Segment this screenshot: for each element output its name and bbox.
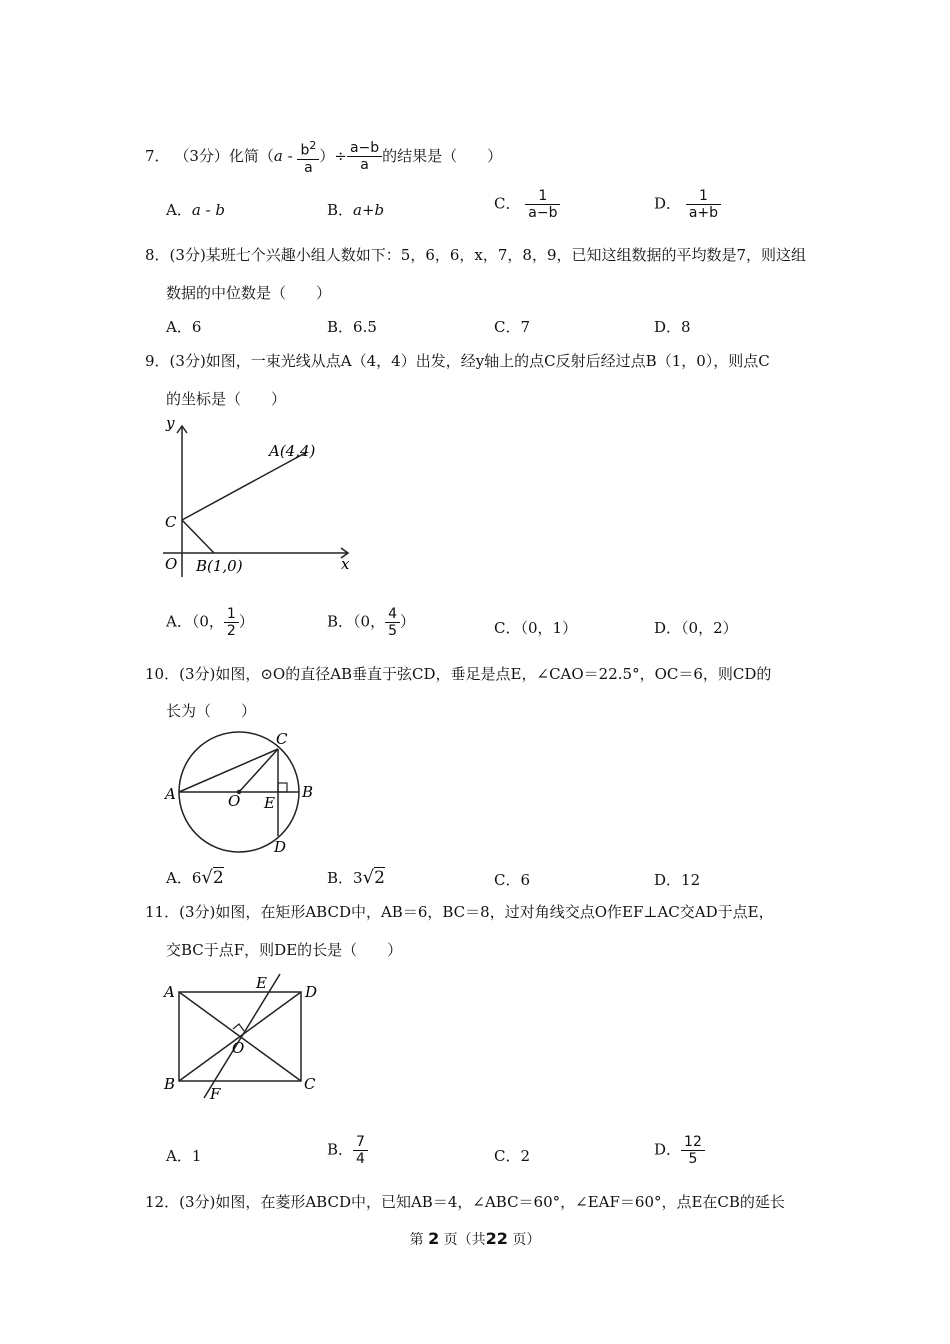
point-b-label: B(1,0) <box>196 557 243 575</box>
option-label: A． <box>166 201 192 219</box>
footer-text: 页（共 <box>443 1232 486 1248</box>
point-d-label: D <box>274 838 287 856</box>
ray-cb <box>182 520 214 553</box>
option-a <box>166 867 224 888</box>
footer-text: 第 <box>409 1232 424 1248</box>
point-a-label: A(4,4) <box>269 442 316 460</box>
footer-text: 页） <box>512 1232 541 1248</box>
coordinate-figure <box>155 412 365 582</box>
paren-close: ） <box>319 146 335 165</box>
option-b <box>327 606 415 639</box>
option-label: B．3 <box>327 869 363 887</box>
denominator: a+b <box>688 205 719 221</box>
option-d: D．（0，2） <box>654 619 738 637</box>
denominator: 4 <box>356 1151 365 1167</box>
option-c: C．2 <box>494 1147 531 1165</box>
question-8-line-2: 数据的中位数是（ ） <box>166 284 332 302</box>
option-label: A．6 <box>166 869 202 887</box>
question-text-end: 的结果是（ ） <box>382 146 503 165</box>
sqrt-icon: √ <box>362 867 375 888</box>
point-f-label: F <box>210 1085 221 1103</box>
option-label: D． <box>654 1140 682 1159</box>
denominator: a <box>360 157 369 174</box>
point-c-label: C <box>276 730 288 748</box>
point-e-label: E <box>256 974 267 992</box>
denominator: a <box>304 159 313 176</box>
point-e-label: E <box>264 794 275 812</box>
point-o-label: O <box>232 1039 245 1057</box>
fraction <box>224 606 239 639</box>
question-10-line-2: 长为（ ） <box>166 702 257 720</box>
question-number: 7． <box>145 146 170 165</box>
option-c: C．（0，1） <box>494 619 578 637</box>
option-d <box>654 188 721 221</box>
option-value: a - b <box>191 201 225 219</box>
fraction <box>353 1134 368 1167</box>
question-9-line-1: 9．(3分)如图，一束光线从点A（4，4）出发，经y轴上的点C反射后经过点B（1，0），则点C <box>145 352 770 370</box>
minus-sign: - <box>282 146 298 165</box>
question-text: 化简（ <box>228 146 274 165</box>
total-pages: 22 <box>485 1229 508 1248</box>
numerator: 1 <box>224 606 239 623</box>
option-value: a+b <box>353 201 385 219</box>
question-11-line-2: 交BC于点F，则DE的长是（ ） <box>166 941 403 959</box>
page-number: 2 <box>428 1229 440 1248</box>
option-label: C． <box>494 194 521 213</box>
option-label: B．（0， <box>327 612 386 631</box>
fraction <box>681 1134 705 1167</box>
option-d: D．12 <box>654 871 701 889</box>
point-c-label: C <box>304 1075 316 1093</box>
sqrt-icon: √ <box>201 867 213 888</box>
option-b <box>327 1134 368 1167</box>
numerator: 4 <box>385 606 400 623</box>
radicand: 2 <box>374 868 385 888</box>
option-label: D． <box>654 194 682 213</box>
denominator: 2 <box>226 623 236 639</box>
question-12-line-1: 12．(3分)如图，在菱形ABCD中，已知AB＝4，∠ABC＝60°，∠EAF＝60°，点E在CB的延长 <box>145 1193 785 1211</box>
div-sign: ÷ <box>334 146 347 165</box>
fraction <box>686 188 721 221</box>
page-footer <box>0 1229 950 1249</box>
numerator: 1 <box>525 188 560 205</box>
option-b <box>327 199 384 220</box>
option-a: A．1 <box>166 1147 202 1165</box>
option-a: A．6 <box>166 318 202 336</box>
option-c: C．7 <box>494 318 531 336</box>
circle-figure <box>160 726 320 858</box>
radicand: 2 <box>212 868 224 888</box>
option-d: D．8 <box>654 318 691 336</box>
var-a: a <box>273 146 283 165</box>
exponent: 2 <box>309 139 317 152</box>
option-a <box>166 606 254 639</box>
x-label: x <box>341 555 350 573</box>
point-c-label: C <box>165 513 177 531</box>
option-label: B． <box>327 1140 354 1159</box>
segment-oc <box>239 749 278 792</box>
denominator: 5 <box>388 623 397 639</box>
rectangle-figure <box>160 970 325 1105</box>
point-d-label: D <box>305 983 318 1001</box>
fraction-a-b-over-a <box>347 140 382 173</box>
point-b-label: B <box>164 1075 176 1093</box>
numerator: 7 <box>353 1134 368 1151</box>
question-8-line-1: 8．(3分)某班七个兴趣小组人数如下：5，6，6，x，7，8，9，已知这组数据的平均数是7，则这组 <box>145 246 807 264</box>
option-label: A．（0， <box>166 612 224 631</box>
question-7 <box>145 138 502 176</box>
point-a-label: A <box>165 785 176 803</box>
ray-ca <box>182 452 307 520</box>
question-9-line-2: 的坐标是（ ） <box>166 390 287 408</box>
origin-label: O <box>165 555 178 573</box>
numerator: a−b <box>347 140 382 157</box>
right-angle-mark <box>233 1024 244 1031</box>
question-score: （3分） <box>174 146 229 165</box>
numerator: 12 <box>681 1134 705 1151</box>
paren-close: ） <box>238 612 254 631</box>
numerator: b <box>300 142 310 159</box>
right-angle-mark <box>278 783 287 792</box>
fraction <box>525 188 560 221</box>
fraction <box>385 606 400 639</box>
question-10-line-1: 10．(3分)如图，⊙O的直径AB垂直于弦CD，垂足是点E，∠CAO＝22.5°，OC＝6，则CD的 <box>145 665 772 683</box>
point-a-label: A <box>164 983 175 1001</box>
option-b: B．6.5 <box>327 318 377 336</box>
option-c: C．6 <box>494 871 531 889</box>
option-d <box>654 1134 705 1167</box>
fraction-b2-over-a <box>297 138 319 176</box>
option-a <box>166 199 225 220</box>
option-label: B． <box>327 201 354 219</box>
segment-ac <box>179 749 278 792</box>
question-11-line-1: 11．(3分)如图，在矩形ABCD中，AB＝6，BC＝8，过对角线交点O作EF⊥AC交AD于点E， <box>145 903 774 921</box>
paren-close: ） <box>400 612 416 631</box>
denominator: a−b <box>528 205 558 221</box>
option-c <box>494 188 560 221</box>
denominator: 5 <box>688 1151 698 1167</box>
point-b-label: B <box>302 783 314 801</box>
y-label: y <box>166 414 175 432</box>
numerator: 1 <box>686 188 721 205</box>
point-o-label: O <box>228 792 241 810</box>
option-b <box>327 867 385 888</box>
